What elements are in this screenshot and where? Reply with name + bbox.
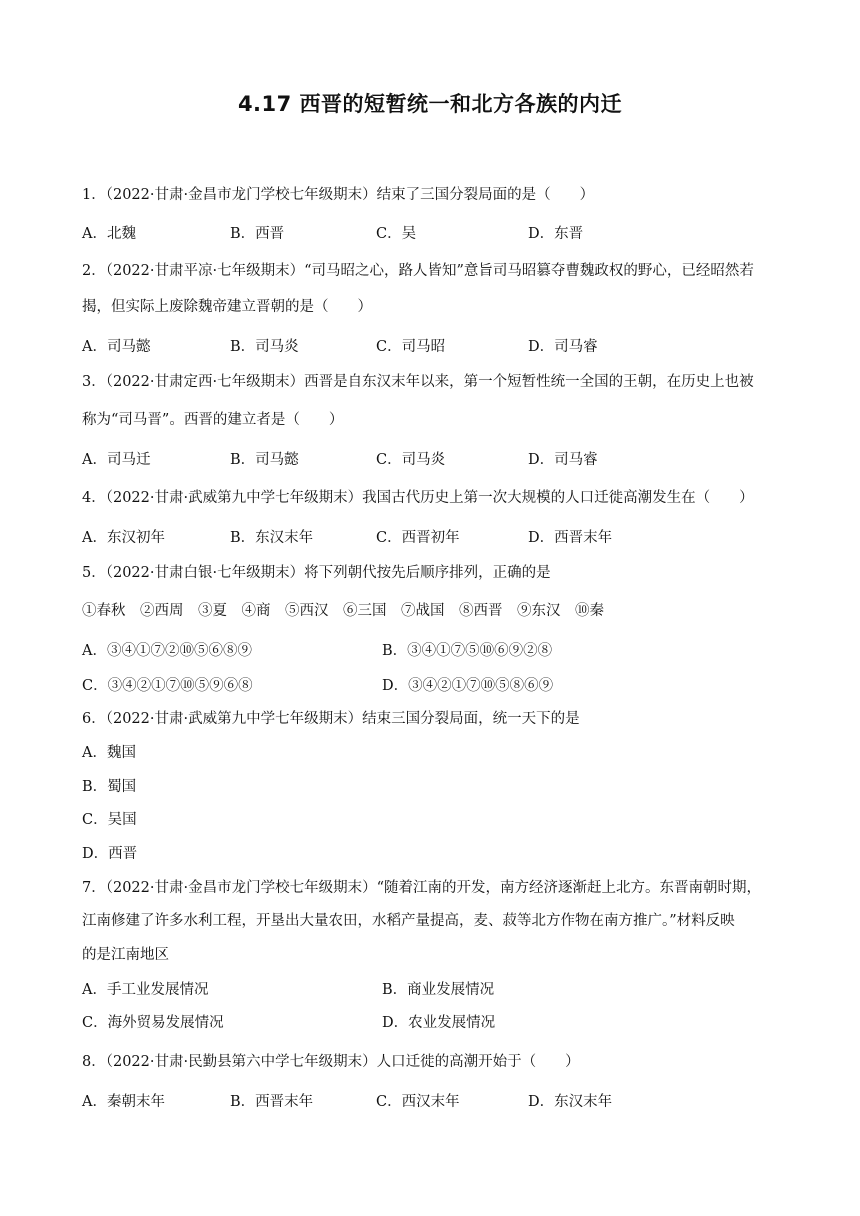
- question-3-stem-line-1: 3．（2022·甘肃定西·七年级期末）西晋是自东汉末年以来，第一个短暂性统一全国的王朝，在历史上也被: [82, 374, 754, 390]
- option-b: B．东汉末年: [230, 530, 314, 546]
- question-6-option-c: C．吴国: [82, 812, 137, 828]
- question-7-stem-line-1: 7．（2022·甘肃·金昌市龙门学校七年级期末）“随着江南的开发，南方经济逐渐赶上北方。东晋南朝时期，: [82, 880, 762, 896]
- option-c: C．西晋初年: [376, 530, 460, 546]
- option-b: B．商业发展情况: [382, 982, 495, 998]
- option-d: D．西晋末年: [528, 530, 613, 546]
- option-d: D．东晋: [528, 226, 584, 242]
- option-a: A．手工业发展情况: [82, 982, 209, 998]
- question-5-dynasty-list: ①春秋 ②西周 ③夏 ④商 ⑤西汉 ⑥三国 ⑦战国 ⑧西晋 ⑨东汉 ⑩秦: [82, 603, 604, 619]
- option-c: C．司马炎: [376, 452, 446, 468]
- option-a: A．司马迁: [82, 452, 151, 468]
- option-c: C．③④②①⑦⑩⑤⑨⑥⑧: [82, 678, 253, 694]
- question-2-stem-line-1: 2．（2022·甘肃平凉·七年级期末）“司马昭之心，路人皆知”意旨司马昭篡夺曹魏政权的野心，已经昭然若: [82, 263, 754, 279]
- question-7-stem-line-3: 的是江南地区: [82, 947, 169, 963]
- option-d: D．③④②①⑦⑩⑤⑧⑥⑨: [382, 678, 554, 694]
- question-5-stem: 5．（2022·甘肃白银·七年级期末）将下列朝代按先后顺序排列，正确的是: [82, 565, 551, 581]
- option-c: C．司马昭: [376, 339, 446, 355]
- option-a: A．③④①⑦②⑩⑤⑥⑧⑨: [82, 643, 252, 659]
- option-a: A．东汉初年: [82, 530, 165, 546]
- option-c: C．海外贸易发展情况: [82, 1015, 224, 1031]
- option-a: A．秦朝末年: [82, 1094, 165, 1110]
- question-6-option-d: D．西晋: [82, 846, 138, 862]
- question-6-option-b: B．蜀国: [82, 779, 137, 795]
- option-c: C．西汉末年: [376, 1094, 460, 1110]
- question-2-stem-line-2: 揭，但实际上废除魏帝建立晋朝的是（ ）: [82, 299, 372, 315]
- question-7-stem-line-2: 江南修建了许多水利工程，开垦出大量农田，水稻产量提高，麦、菽等北方作物在南方推广。”材料反映: [82, 913, 735, 929]
- question-3-stem-line-2: 称为“司马晋”。西晋的建立者是（ ）: [82, 412, 344, 428]
- option-a: A．北魏: [82, 226, 136, 242]
- question-4-stem: 4．（2022·甘肃·武威第九中学七年级期末）我国古代历史上第一次大规模的人口迁徙高潮发生在（ ）: [82, 490, 754, 506]
- option-d: D．农业发展情况: [382, 1015, 496, 1031]
- question-8-stem: 8．（2022·甘肃·民勤县第六中学七年级期末）人口迁徙的高潮开始于（ ）: [82, 1054, 580, 1070]
- question-6-option-a: A．魏国: [82, 745, 136, 761]
- option-a: A．司马懿: [82, 339, 151, 355]
- option-d: D．东汉末年: [528, 1094, 613, 1110]
- option-d: D．司马睿: [528, 339, 598, 355]
- option-d: D．司马睿: [528, 452, 598, 468]
- option-b: B．司马炎: [230, 339, 299, 355]
- option-b: B．西晋末年: [230, 1094, 314, 1110]
- question-6-stem: 6．（2022·甘肃·武威第九中学七年级期末）结束三国分裂局面，统一天下的是: [82, 711, 580, 727]
- page-title: 4.17 西晋的短暂统一和北方各族的内迁: [237, 92, 623, 116]
- question-1-stem: 1．（2022·甘肃·金昌市龙门学校七年级期末）结束了三国分裂局面的是（ ）: [82, 187, 595, 203]
- option-b: B．西晋: [230, 226, 285, 242]
- option-b: B．司马懿: [230, 452, 299, 468]
- option-c: C．吴: [376, 226, 417, 242]
- option-b: B．③④①⑦⑤⑩⑥⑨②⑧: [382, 643, 553, 659]
